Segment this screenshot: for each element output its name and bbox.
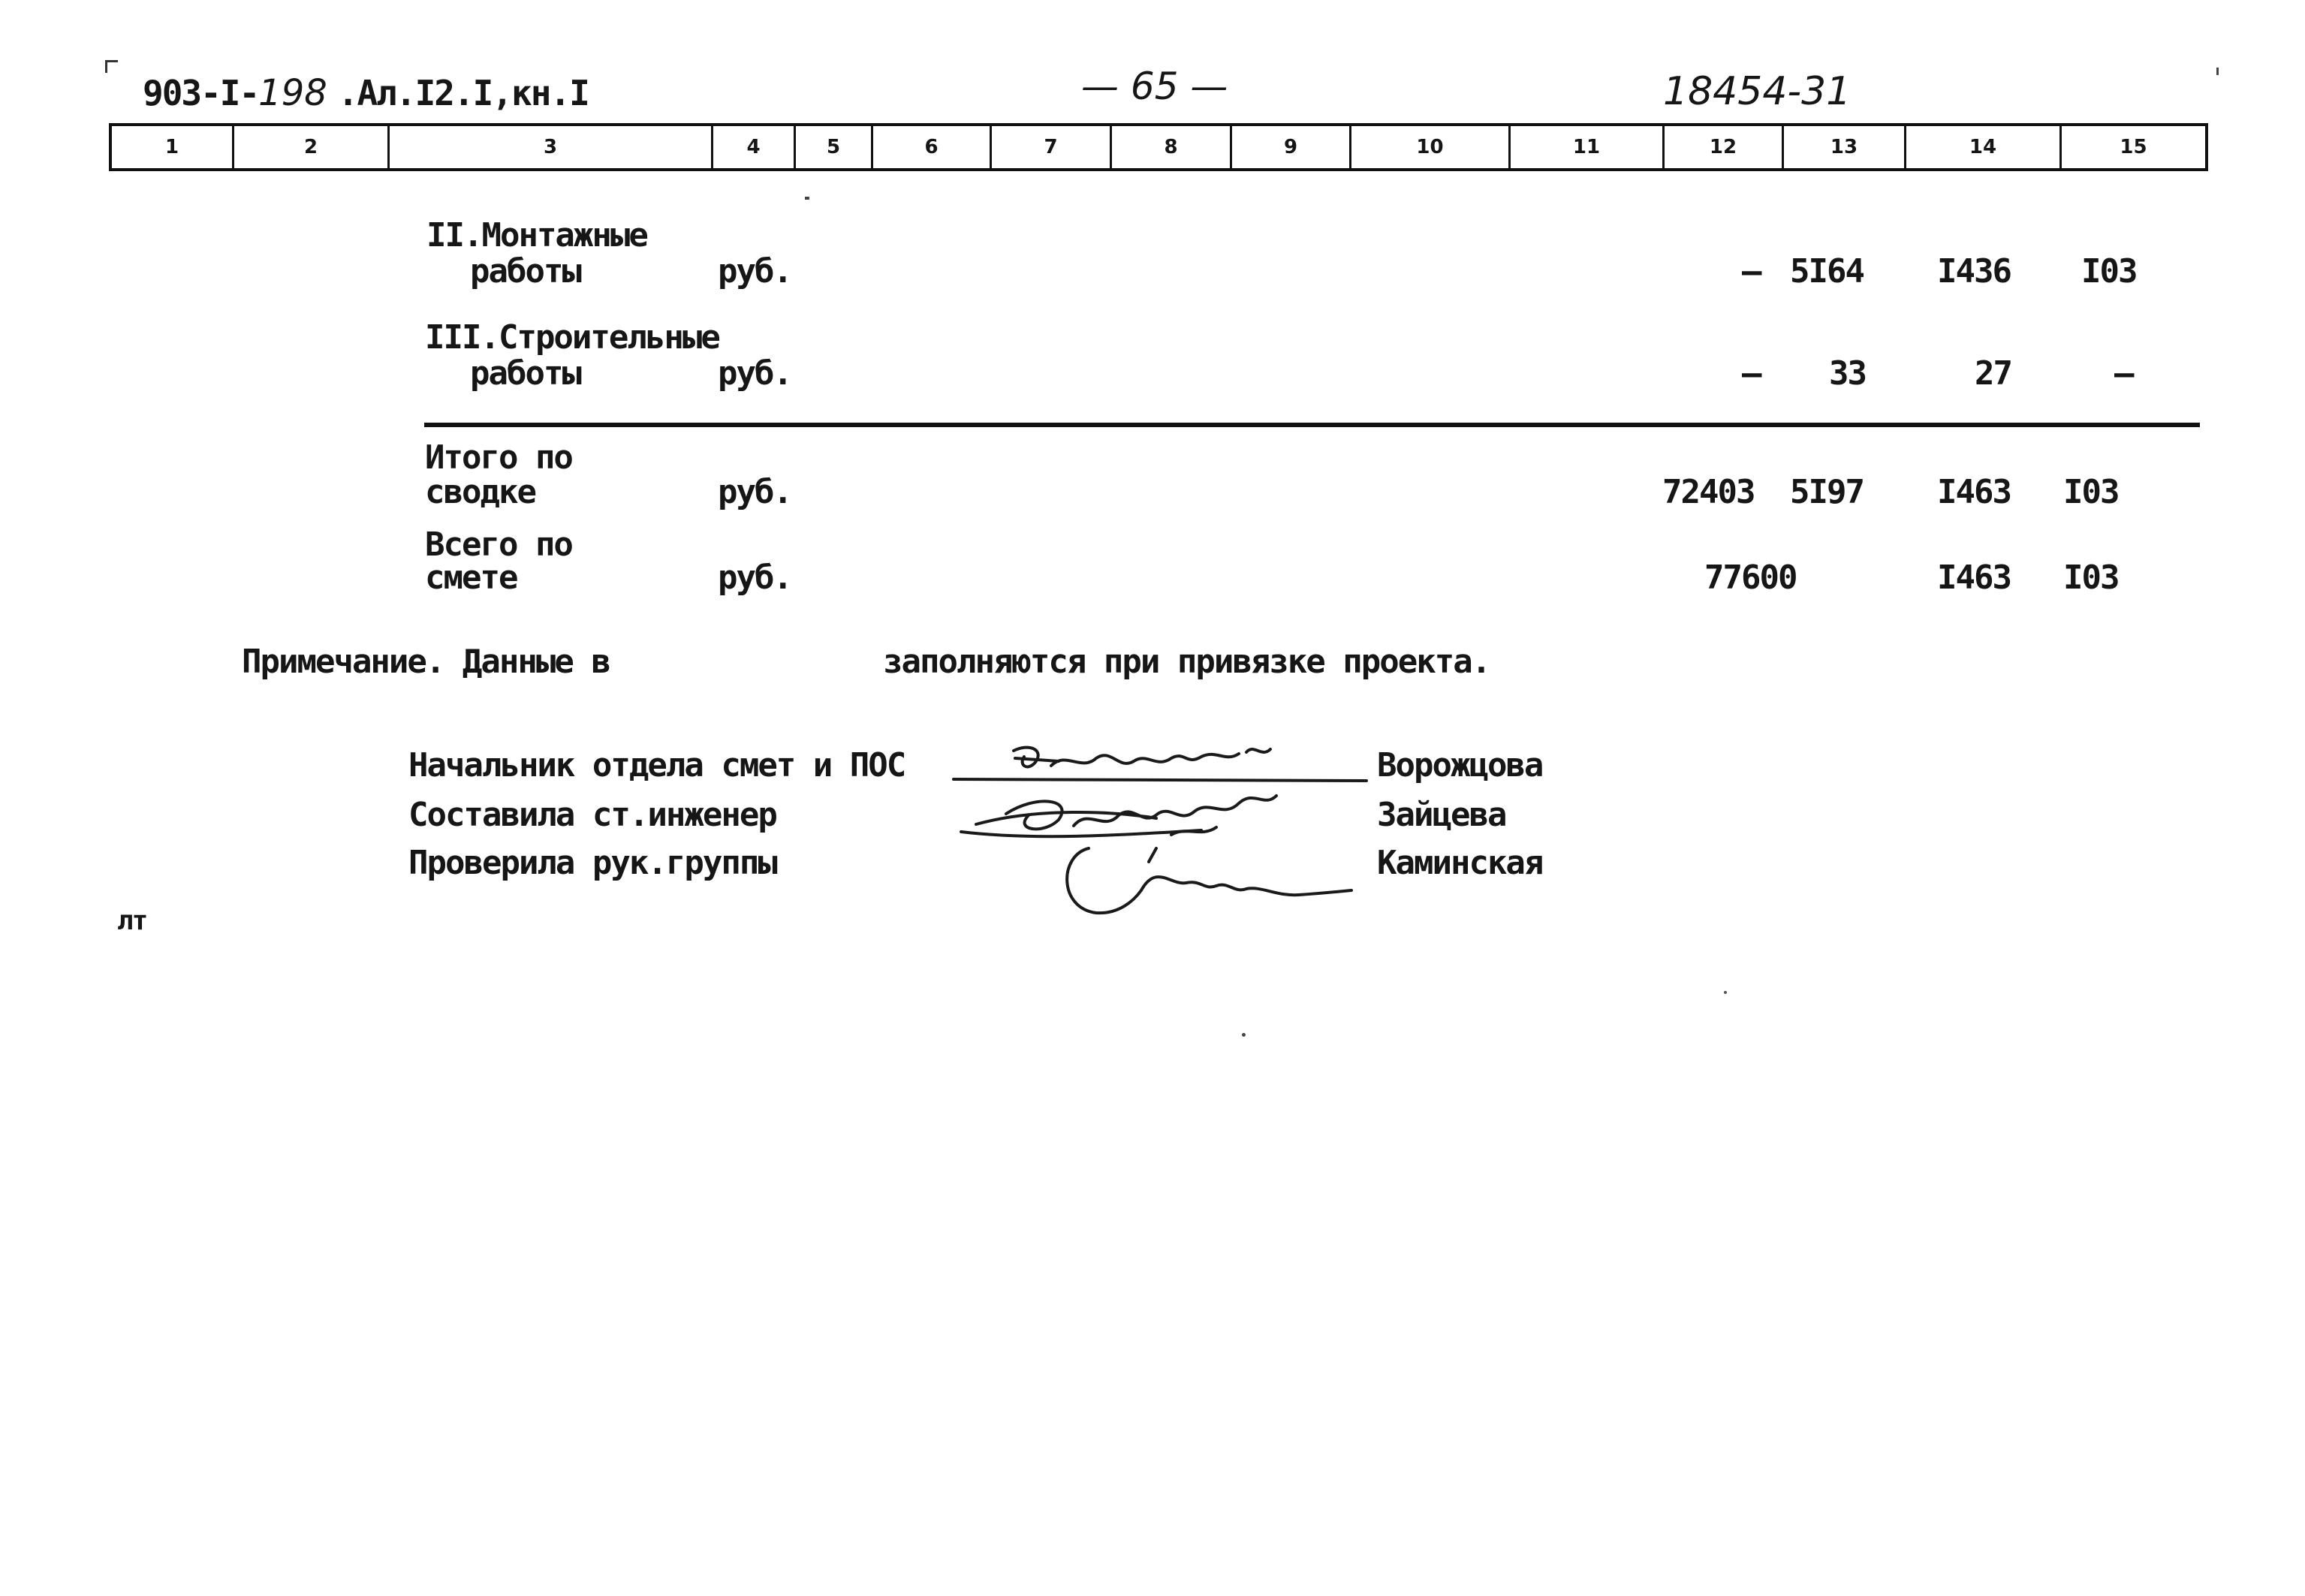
column-header: 6 (873, 126, 992, 168)
row-value-col15: I03 (2063, 559, 2119, 597)
column-header: 8 (1112, 126, 1232, 168)
row-name-line1: II.Монтажные (426, 216, 647, 254)
row-name-line2: сводке (425, 473, 535, 511)
row-value-col14: I463 (1937, 473, 2011, 511)
document-code-handwritten: 198 (258, 72, 327, 114)
column-header: 1 (112, 126, 234, 168)
column-header: 2 (234, 126, 390, 168)
handwritten-signatures-image (946, 736, 1381, 946)
column-header: 4 (713, 126, 796, 168)
signature-name: Зайцева (1377, 796, 1506, 834)
scan-speck (1724, 991, 1727, 994)
row-name-line1: III.Строительные (425, 318, 719, 357)
column-header-table (109, 123, 2208, 171)
row-value-col12: 72403 (1662, 473, 1755, 511)
row-unit: руб. (718, 252, 791, 291)
scan-speck (1242, 1033, 1246, 1037)
row-unit: руб. (718, 559, 791, 597)
footer-mark: лт (117, 905, 147, 936)
document-code-suffix: .Ал.I2.I,кн.I (337, 73, 589, 113)
column-header: 14 (1906, 126, 2062, 168)
row-value-col12: – (1742, 354, 1761, 393)
signature-role: Составила ст.инженер (408, 796, 776, 834)
signature-role: Проверила рук.группы (408, 844, 776, 882)
row-value-col12-13: 77600 (1704, 559, 1797, 597)
row-name-line2: смете (425, 559, 517, 597)
row-name-line1: Всего по (425, 525, 572, 564)
row-name-line2: работы (470, 252, 580, 291)
row-unit: руб. (718, 354, 791, 393)
column-header: 15 (2120, 136, 2147, 158)
row-value-col14: I436 (1937, 252, 2011, 291)
row-unit: руб. (718, 473, 791, 511)
row-value-col15: I03 (2081, 252, 2137, 291)
column-header: 10 (1351, 126, 1511, 168)
column-header: 5 (796, 126, 873, 168)
scan-speck (2216, 68, 2219, 75)
note-text-start: Примечание. Данные в (242, 643, 610, 681)
row-value-col13: 33 (1829, 354, 1866, 393)
column-header: 7 (992, 126, 1112, 168)
document-code-prefix: 903-I- (143, 73, 259, 113)
row-name-line2: работы (470, 354, 580, 393)
totals-divider (424, 423, 2200, 427)
signature-role: Начальник отдела смет и ПОС (408, 746, 905, 784)
column-header: 13 (1784, 126, 1906, 168)
signature-name: Каминская (1377, 844, 1543, 882)
column-header: 9 (1232, 126, 1351, 168)
row-value-col14: 27 (1975, 354, 2011, 393)
document-code (143, 72, 589, 114)
signature-name: Ворожцова (1377, 746, 1543, 784)
row-value-col15: I03 (2063, 473, 2119, 511)
page-number: — 65 — (1081, 65, 1228, 108)
scan-speck (805, 197, 809, 200)
corner-mark (105, 60, 118, 73)
row-value-col15: – (2114, 354, 2133, 393)
inventory-number: 18454-31 (1663, 69, 1852, 114)
row-value-col12: – (1742, 252, 1761, 291)
row-name-line1: Итого по (425, 438, 572, 477)
row-value-col14: I463 (1937, 559, 2011, 597)
note-text-end: заполняются при привязке проекта. (883, 643, 1490, 681)
column-header: 3 (390, 126, 713, 168)
column-header: 12 (1665, 126, 1784, 168)
column-header: 11 (1511, 126, 1665, 168)
row-value-col13: 5I97 (1790, 473, 1864, 511)
row-value-col13: 5I64 (1790, 252, 1864, 291)
